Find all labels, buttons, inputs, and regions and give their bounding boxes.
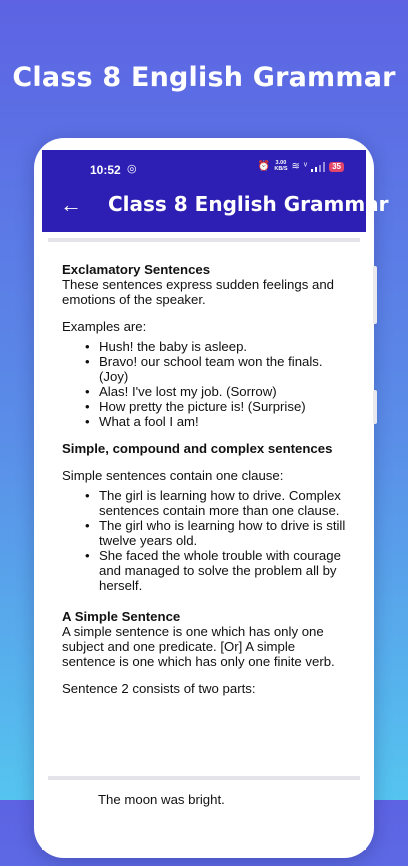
section-description: These sentences express sudden feelings and emotions of the speaker. xyxy=(62,277,334,307)
next-card-text: The moon was bright. xyxy=(98,792,225,807)
list-item: • She faced the whole trouble with courage and managed to solve the problem all by herself. xyxy=(85,548,346,593)
alarm-icon: ⏰ xyxy=(257,161,271,172)
whatsapp-icon: ◎ xyxy=(127,163,137,175)
status-icons xyxy=(258,161,344,172)
promo-title: Class 8 English Grammar xyxy=(12,62,396,93)
examples-label: Examples are: xyxy=(62,319,147,334)
section-intro: Simple sentences contain one clause: xyxy=(62,468,284,483)
wifi-icon: ≋ xyxy=(291,161,300,172)
status-time: 10:52 xyxy=(90,163,121,177)
article-content xyxy=(48,242,360,696)
volte-icon: ᵛ xyxy=(303,161,308,172)
back-arrow-icon[interactable]: ← xyxy=(60,192,82,217)
signal-icon xyxy=(311,162,325,172)
section-description: A simple sentence is one which has only one subject and one predicate. [Or] A simple sentence is one which has only one finite verb. xyxy=(62,624,335,669)
section-heading: Simple, compound and complex sentences xyxy=(62,441,333,456)
list-item: • The girl who is learning how to drive is still twelve years old. xyxy=(85,518,346,548)
phone-screen xyxy=(42,150,389,850)
app-bar-title: Class 8 English Grammar xyxy=(108,192,389,216)
section-heading: Exclamatory Sentences xyxy=(62,262,211,277)
list-item: • The girl is learning how to drive. Complex sentences contain more than one clause. xyxy=(85,488,346,518)
list-item: • What a fool I am! xyxy=(85,414,346,429)
list-item: • Alas! I've lost my job. (Sorrow) xyxy=(85,384,346,399)
battery-icon: 35 xyxy=(329,162,344,172)
data-rate: 3.00 KB/S xyxy=(274,160,288,172)
section-note: Sentence 2 consists of two parts: xyxy=(62,681,256,696)
list-item: • Bravo! our school team won the finals. (Joy) xyxy=(85,354,346,384)
next-content-card xyxy=(48,776,360,866)
app-bar xyxy=(42,150,389,232)
phone-frame xyxy=(34,138,389,858)
power-button xyxy=(373,390,377,424)
list-item: • How pretty the picture is! (Surprise) xyxy=(85,399,346,414)
status-bar xyxy=(42,150,366,186)
volume-button xyxy=(373,266,377,324)
list-item: • Hush! the baby is asleep. xyxy=(85,339,346,354)
examples-list xyxy=(62,339,346,429)
content-card xyxy=(48,238,360,768)
section-heading: A Simple Sentence xyxy=(62,609,181,624)
examples-list xyxy=(62,488,346,593)
